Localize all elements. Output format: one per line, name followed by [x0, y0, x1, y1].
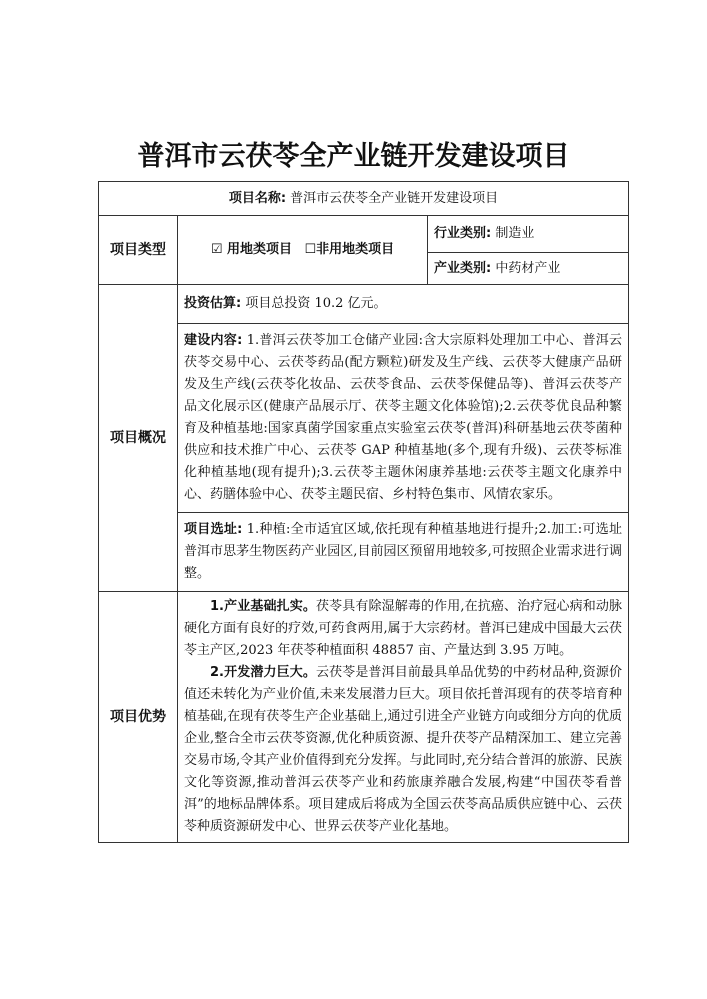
non-land-use-option: ☐非用地类项目	[304, 242, 395, 257]
project-table	[98, 181, 629, 843]
advantage-2-body: 云茯苓是普洱目前最具单品优势的中药材品种,资源价值还未转化为产业价值,未来发展潜力巨大。项目依托普洱现有的茯苓培育种植基础,在现有茯苓生产企业基础上,通过引进全产业链方向或细分方向的优质企业,整合全市云茯苓资源,优化种质资源、提升茯苓产品精深加工、建立完善交易市场,令其产业价值得到充分发挥。与此同时,充分结合普洱的旅游、民族文化等资源,推动普洱云茯苓产业和药旅康养融合发展,构建“中国茯苓看普洱”的地标品牌体系。项目建成后将成为全国云茯苓高品质供应链中心、云茯苓种质资源研发中心、世界云茯苓产业化基地。	[184, 665, 623, 834]
site-cell	[178, 513, 629, 592]
investment-cell	[178, 285, 629, 324]
industry-cell	[428, 216, 629, 253]
advantage-2-heading: 2.开发潜力巨大。	[210, 665, 316, 680]
sector-value: 中药材产业	[495, 260, 561, 276]
site-label: 项目选址:	[184, 522, 243, 537]
project-type-options	[178, 216, 428, 285]
land-use-option: ☑ 用地类项目	[210, 242, 293, 257]
construction-value: 1.普洱云茯苓加工仓储产业园:含大宗原料处理加工中心、普洱云茯苓交易中心、云茯苓药品(配方颗粒)研发及生产线、云茯苓大健康产品研发及生产线(云茯苓化妆品、云茯苓食品、云茯苓保健品等)、普洱云茯苓产品文化展示区(健康产品展示厅、茯苓主题文化体验馆);2.云茯苓优良品种繁育及种植基地:国家真菌学国家重点实验室云茯苓(普洱)科研基地云茯苓菌种供应和技术推广中心、云茯苓 GAP 种植基地(多个,现有升级)、云茯苓标准化种植基地(现有提升);3.云茯苓主题休闲康养基地:云茯苓主题文化康养中心、药膳体验中心、茯苓主题民宿、乡村特色集市、风情农家乐。	[184, 333, 623, 502]
page-title: 普洱市云茯苓全产业链开发建设项目	[137, 141, 570, 172]
advantages-label: 项目优势	[99, 592, 178, 843]
construction-cell	[178, 324, 629, 513]
construction-label: 建设内容:	[184, 333, 243, 348]
project-name-cell	[99, 182, 629, 216]
investment-value: 项目总投资 10.2 亿元。	[245, 296, 387, 311]
project-name-value: 普洱市云茯苓全产业链开发建设项目	[290, 190, 499, 206]
industry-label: 行业类别:	[434, 226, 492, 241]
project-name-label: 项目名称:	[228, 190, 287, 206]
advantage-1-heading: 1.产业基础扎实。	[210, 599, 316, 614]
overview-label: 项目概况	[99, 285, 178, 592]
advantage-1-body: 茯苓具有除湿解毒的作用,在抗癌、治疗冠心病和动脉硬化方面有良好的疗效,可药食两用,属于大宗药材。普洱已建成中国最大云茯苓主产区,2023 年茯苓种植面积 48857 亩、产量达到 3.95 万吨。	[184, 599, 623, 658]
advantage-paragraph-1	[184, 596, 622, 662]
investment-label: 投资估算:	[184, 296, 242, 311]
site-value: 1.种植:全市适宜区域,依托现有种植基地进行提升;2.加工:可选址普洱市思茅生物医药产业园区,目前园区预留用地较多,可按照企业需求进行调整。	[184, 522, 623, 581]
industry-value: 制造业	[495, 226, 535, 241]
sector-label: 产业类别:	[434, 260, 492, 276]
advantages-cell	[178, 592, 629, 843]
project-type-label: 项目类型	[99, 216, 178, 285]
sector-cell	[428, 253, 629, 285]
advantage-paragraph-2	[184, 662, 622, 838]
